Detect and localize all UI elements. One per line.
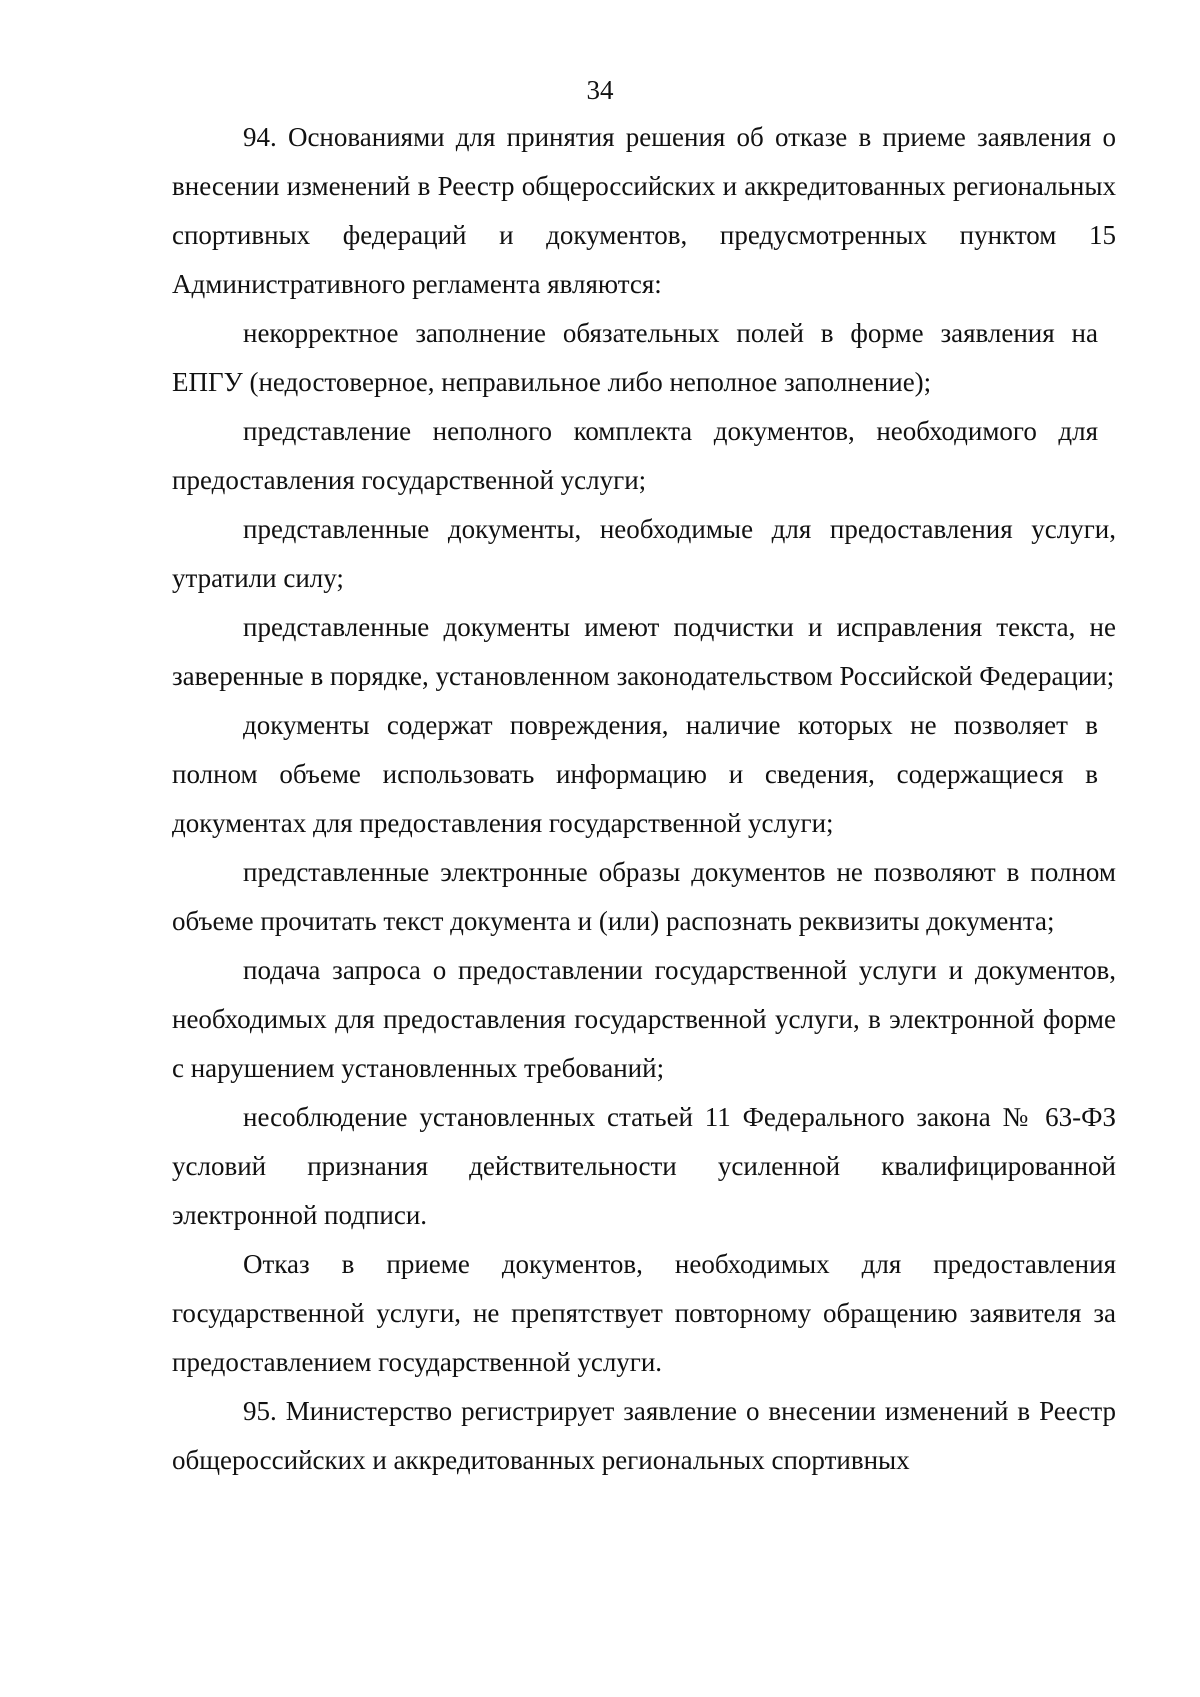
paragraph-refusal-note: Отказ в приеме документов, необходимых для предоставления государственной услуги, не препятствует повторному обращению заявителя за предоставлением государственной услуги.: [172, 1249, 1116, 1377]
paragraph-corrections: представленные документы имеют подчистки и исправления текста, не заверенные в порядке, установленном законодательством Российской Федерации;: [172, 612, 1116, 691]
paragraph-incomplete-set: представление неполного комплекта документов, необходимого для предоставления государственной услуги;: [172, 416, 1098, 495]
page-number: 34: [586, 75, 614, 105]
paragraph-94-intro: 94. Основаниями для принятия решения об отказе в приеме заявления о внесении изменений в Реестр общероссийских и аккредитованных региональных спортивных федераций и документов, предусмотренных пунктом 15 Административного регламента являются:: [172, 122, 1116, 299]
paragraph-damaged-documents: документы содержат повреждения, наличие которых не позволяет в полном объеме использовать информацию и сведения, содержащиеся в документах для предоставления государственной услуги;: [172, 710, 1098, 838]
paragraph-signature-conditions: несоблюдение установленных статьей 11 Федерального закона № 63-ФЗ условий признания действительности усиленной квалифицированной электронной подписи.: [172, 1102, 1116, 1230]
paragraph-95-registration: 95. Министерство регистрирует заявление о внесении изменений в Реестр общероссийских и аккредитованных региональных спортивных: [172, 1396, 1116, 1475]
paragraph-incorrect-fields: некорректное заполнение обязательных полей в форме заявления на ЕПГУ (недостоверное, неправильное либо неполное заполнение);: [172, 318, 1098, 397]
document-body: [172, 113, 1116, 1485]
paragraph-expired-documents: представленные документы, необходимые для предоставления услуги, утратили силу;: [172, 514, 1116, 593]
paragraph-electronic-violation: подача запроса о предоставлении государственной услуги и документов, необходимых для предоставления государственной услуги, в электронной форме с нарушением установленных требований;: [172, 955, 1116, 1083]
paragraph-unreadable-images: представленные электронные образы документов не позволяют в полном объеме прочитать текст документа и (или) распознать реквизиты документа;: [172, 857, 1116, 936]
